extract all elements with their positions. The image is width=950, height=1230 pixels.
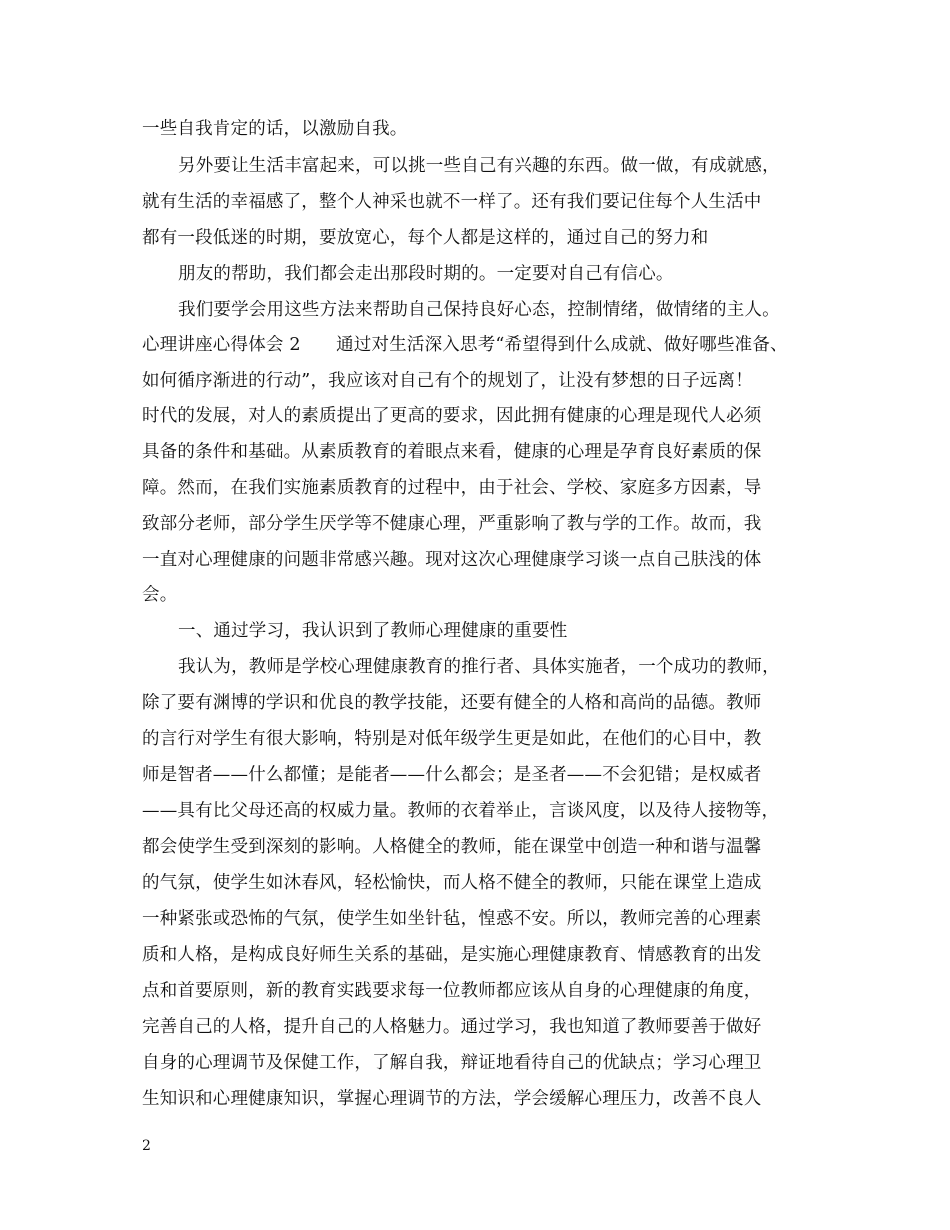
text-line: 我认为，教师是学校心理健康教育的推行者、具体实施者，一个成功的教师， bbox=[178, 657, 780, 677]
text-line: 如何循序渐进的行动”，我应该对自己有个的规划了，让没有梦想的日子远离！ bbox=[142, 371, 753, 391]
text-line: 朋友的帮助，我们都会走出那段时期的。一定要对自己有信心。 bbox=[178, 264, 674, 284]
text-line: 一些自我肯定的话，以激励自我。 bbox=[142, 119, 408, 139]
text-line: 障。然而，在我们实施素质教育的过程中，由于社会、学校、家庭多方因素，导 bbox=[142, 478, 762, 498]
text-line: 就有生活的幸福感了，整个人神采也就不一样了。还有我们要记住每个人生活中 bbox=[142, 192, 762, 212]
page-number: 2 bbox=[142, 1138, 151, 1154]
text-line: 都有一段低迷的时期，要放宽心，每个人都是这样的，通过自己的努力和 bbox=[142, 228, 709, 248]
text-line: 致部分老师，部分学生厌学等不健康心理，严重影响了教与学的工作。故而，我 bbox=[142, 514, 762, 534]
text-line: 质和人格，是构成良好师生关系的基础，是实施心理健康教育、情感教育的出发 bbox=[142, 945, 762, 965]
text-line: 完善自己的人格，提升自己的人格魅力。通过学习，我也知道了教师要善于做好 bbox=[142, 1017, 762, 1037]
text-line: 一直对心理健康的问题非常感兴趣。现对这次心理健康学习谈一点自己肤浅的体 bbox=[142, 550, 762, 570]
text-line: 都会使学生受到深刻的影响。人格健全的教师，能在课堂中创造一种和谐与温馨 bbox=[142, 837, 762, 857]
text-line: 会。 bbox=[142, 585, 178, 605]
text-line: 的言行对学生有很大影响，特别是对低年级学生更是如此，在他们的心目中，教 bbox=[142, 729, 762, 749]
text-line: ——具有比父母还高的权威力量。教师的衣着举止，言谈风度，以及待人接物等， bbox=[142, 801, 780, 821]
text-line: 师是智者——什么都懂；是能者——什么都会；是圣者——不会犯错；是权威者 bbox=[142, 765, 762, 785]
text-line: 生知识和心理健康知识，掌握心理调节的方法，学会缓解心理压力，改善不良人 bbox=[142, 1089, 762, 1109]
text-line: 自身的心理调节及保健工作，了解自我，辩证地看待自己的优缺点；学习心理卫 bbox=[142, 1053, 762, 1073]
text-line: 一种紧张或恐怖的气氛，使学生如坐针毡，惶惑不安。所以，教师完善的心理素 bbox=[142, 909, 762, 929]
text-line: 另外要让生活丰富起来，可以挑一些自己有兴趣的东西。做一做，有成就感， bbox=[178, 156, 780, 176]
text-line: 心理讲座心得体会 2 通过对生活深入思考“希望得到什么成就、做好哪些准备、 bbox=[142, 335, 788, 355]
text-line: 的气氛，使学生如沐春风，轻松愉快，而人格不健全的教师，只能在课堂上造成 bbox=[142, 873, 762, 893]
text-line: 我们要学会用这些方法来帮助自己保持良好心态，控制情绪，做情绪的主人。 bbox=[178, 300, 780, 320]
text-line: 具备的条件和基础。从素质教育的着眼点来看，健康的心理是孕育良好素质的保 bbox=[142, 442, 762, 462]
text-line: 时代的发展，对人的素质提出了更高的要求，因此拥有健康的心理是现代人必须 bbox=[142, 406, 762, 426]
text-line: 除了要有渊博的学识和优良的教学技能，还要有健全的人格和高尚的品德。教师 bbox=[142, 693, 762, 713]
text-line: 点和首要原则，新的教育实践要求每一位教师都应该从自身的心理健康的角度， bbox=[142, 981, 762, 1001]
section-heading: 一、通过学习，我认识到了教师心理健康的重要性 bbox=[178, 621, 568, 641]
